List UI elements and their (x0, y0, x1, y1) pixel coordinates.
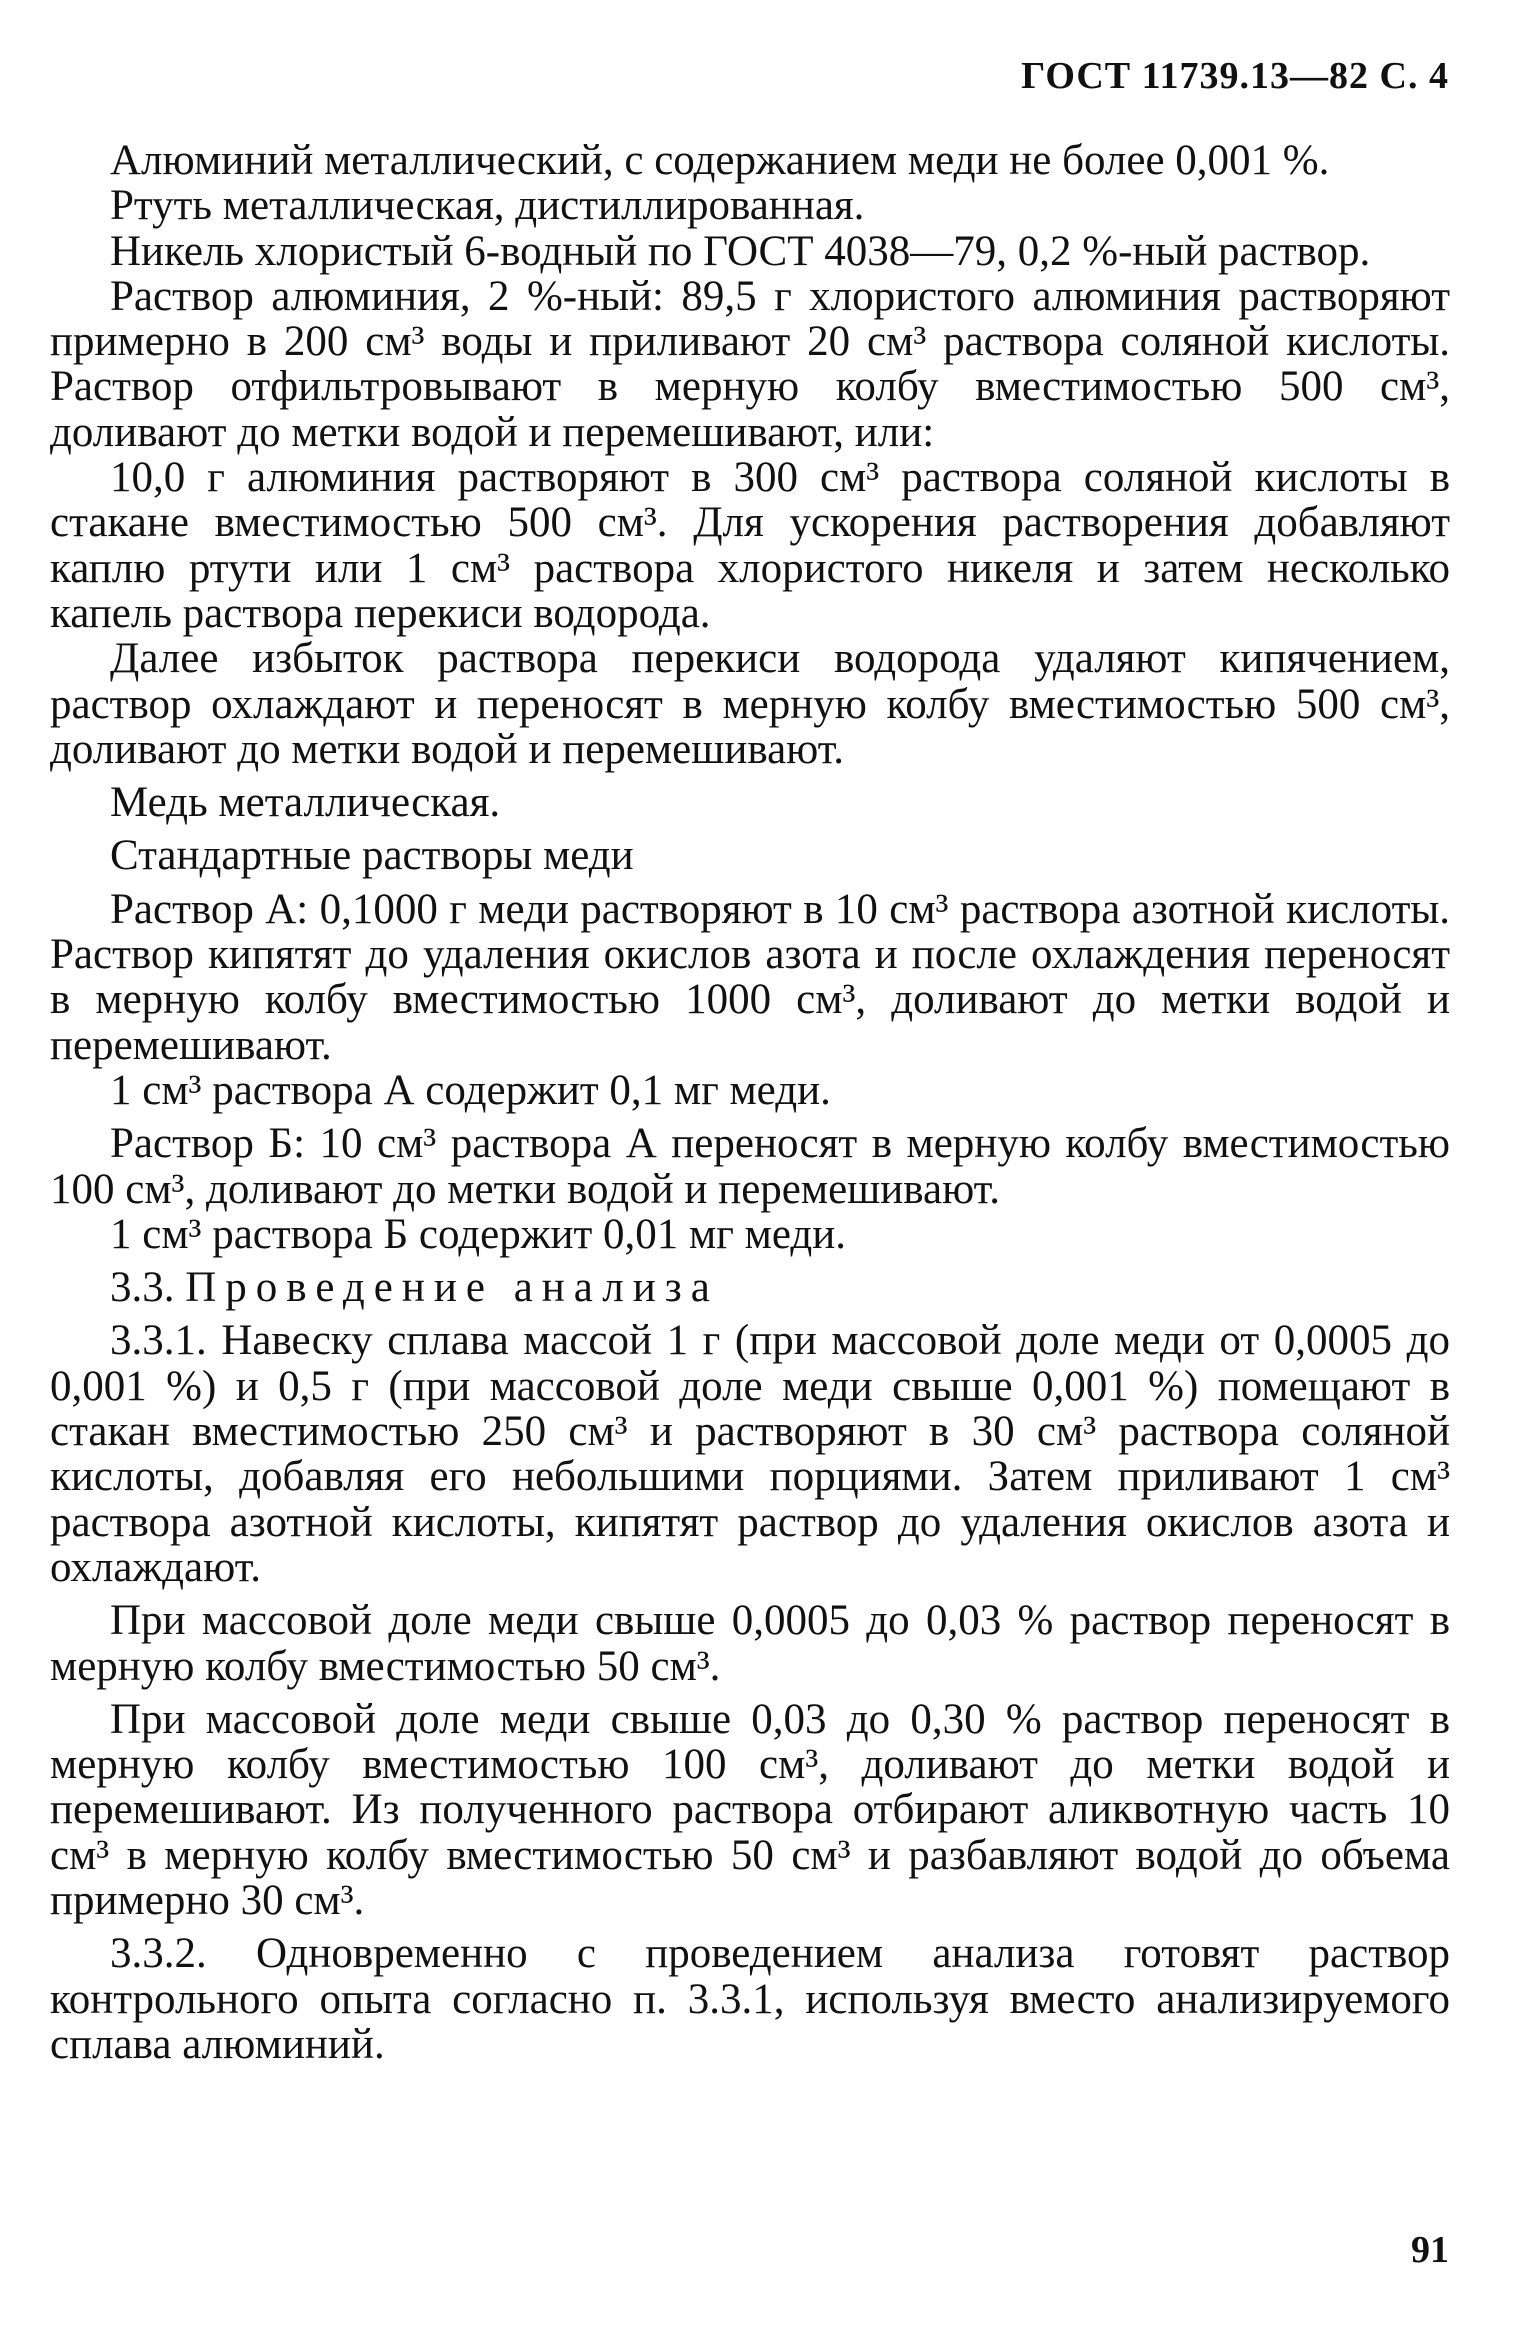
paragraph: Алюминий металлический, с содержанием меди не более 0,001 %. (110, 137, 1330, 184)
page-number: 91 (1411, 2229, 1449, 2271)
page-header: ГОСТ 11739.13—82 С. 4 (1021, 55, 1449, 97)
document-body (50, 138, 1450, 2067)
paragraph: 10,0 г алюминия растворяют в 300 см³ раствора соляной кислоты в стакане вместимостью 500 см³. Для ускорения растворения добавляют каплю ртути или 1 см³ раствора хлористого никеля и затем несколько капель раствора перекиси водорода. (50, 454, 1450, 637)
subheading-standard-solutions: Стандартные растворы меди (110, 832, 634, 880)
paragraph: При массовой доле меди свыше 0,03 до 0,30 % раствор переносят в мерную колбу вместимостью 100 см³, доливают до метки водой и перемешивают. Из полученного раствора отбирают аликвотную часть 10 см³ в мерную колбу вместимостью 50 см³ и разбавляют водой до объема примерно 30 см³. (50, 1695, 1450, 1924)
paragraph: 3.3.1. Навеску сплава массой 1 г (при массовой доле меди от 0,0005 до 0,001 %) и 0,5 г (при массовой доле меди свыше 0,001 %) помещают в стакан вместимостью 250 см³ и растворяют в 30 см³ раствора соляной кислоты, добавляя его небольшими порциями. Затем приливают 1 см³ раствора азотной кислоты, кипятят раствор до удаления окислов азота и охлаждают. (50, 1317, 1450, 1591)
paragraph: Раствор А: 0,1000 г меди растворяют в 10 см³ раствора азотной кислоты. Раствор кипятят до удаления окислов азота и после охлаждения переносят в мерную колбу вместимостью 1000 см³, доливают до метки водой и перемешивают. (50, 885, 1450, 1069)
section-number: 3.3. (110, 1264, 175, 1312)
section-heading (50, 1265, 1450, 1310)
paragraph: Далее избыток раствора перекиси водорода удаляют кипячением, раствор охлаждают и переносят в мерную колбу вместимостью 500 см³, доливают до метки водой и перемешивают. (50, 635, 1450, 773)
paragraph: 1 см³ раствора Б содержит 0,01 мг меди. (110, 1210, 846, 1258)
paragraph: 1 см³ раствора А содержит 0,1 мг меди. (110, 1066, 831, 1114)
section-title: Проведение анализа (185, 1264, 719, 1312)
paragraph: Раствор Б: 10 см³ раствора А переносят в мерную колбу вместимостью 100 см³, доливают до метки водой и перемешивают. (50, 1120, 1450, 1213)
paragraph: Раствор алюминия, 2 %-ный: 89,5 г хлористого алюминия растворяют примерно в 200 см³ воды и приливают 20 см³ раствора соляной кислоты. Раствор отфильтровывают в мерную колбу вместимостью 500 см³, доливают до метки водой и перемешивают, или: (50, 272, 1450, 456)
paragraph: Никель хлористый 6-водный по ГОСТ 4038—79, 0,2 %-ный раствор. (110, 227, 1371, 275)
paragraph: Медь металлическая. (110, 779, 501, 827)
paragraph: Ртуть металлическая, дистиллированная. (110, 182, 865, 230)
paragraph: При массовой доле меди свыше 0,0005 до 0,03 % раствор переносят в мерную колбу вместимостью 50 см³. (50, 1597, 1450, 1690)
paragraph: 3.3.2. Одновременно с проведением анализа готовят раствор контрольного опыта согласно п. 3.3.1, используя вместо анализируемого сплава алюминий. (50, 1930, 1450, 2068)
